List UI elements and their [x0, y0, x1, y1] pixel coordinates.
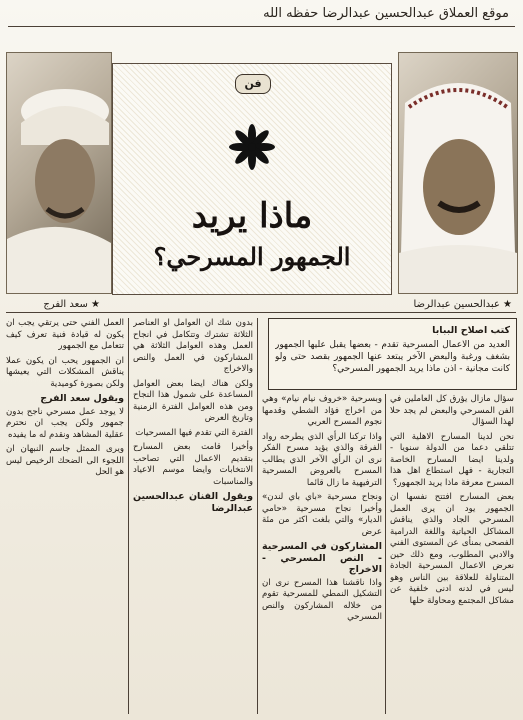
photo-abdulhussain-abdulredha	[398, 52, 518, 294]
paragraph: لا يوجد عمل مسرحي ناجح بدون جمهور ولكن يجب ان نحترم عقلية المشاهد ونقدم له ما يفيده	[6, 406, 124, 440]
site-header-line: موقع العملاق عبدالحسين عبدالرضا حفظه الله	[263, 6, 509, 21]
paragraph: سؤال مازال يؤرق كل العاملين في الفن المسرحي والبعض لم يجد حلا لهذا السؤال	[390, 394, 514, 427]
paragraph: واذا ناقشنا هذا المسرح نرى ان التشكيل النمطي للمسرحية تقوم من خلاله المشاركون والنص المسرحي	[262, 577, 382, 622]
article-title-block	[112, 63, 392, 295]
column-rule	[128, 318, 129, 714]
photo-separator-rule	[6, 312, 516, 313]
paragraph: وأخيرا قامت بعض المسارح بتقديم الاعمال التي تصاحب الانتخابات وايضا موسم الاعياد والمناسبات	[133, 442, 253, 487]
caption-left-text: سعد الفرج	[43, 299, 88, 310]
section-tag: فن	[235, 74, 271, 94]
paragraph: ونجاح مسرحية «باي باي لندن» وأخيرا نجاح مسرحية «حامي الديار» والتي بلغت اكثر من مئة عرض	[262, 492, 382, 537]
portrait-left-icon	[7, 53, 111, 293]
paragraph: وبسرحية «خروف نيام نيام» وهي من اخراج فؤاد الشطي وقدمها نجوم المسرح العربي	[262, 394, 382, 427]
intro-box	[268, 318, 517, 390]
column-left	[6, 318, 124, 714]
paragraph: ان الجمهور يحب ان يكون عملا يناقش المشكلات التي يعيشها ولكن بصورة كوميدية	[6, 355, 124, 389]
paragraph: ولكن هناك ايضا بعض العوامل المساعدة على شمول هذا النجاح ومن هذه العوامل الفترة الزمنية وتاريخ العرض	[133, 378, 253, 423]
header-rule	[8, 26, 515, 27]
caption-right: ★ عبدالحسين عبدالرضا	[413, 299, 512, 310]
column-middle	[262, 394, 382, 714]
paragraph: بدون شك ان العوامل او العناصر الثلاثة تشترك وتتكامل في انجاح العمل وهذه العوامل الثلاثة هي المشاركون في العمل والنص والاخراج	[133, 318, 253, 374]
paragraph: واذا تركنا الرأي الذي يطرحه رواد الفرقة والذي يؤيد مسرح الفكر نرى ان الرأي الآخر الذي يطالب المسرح بالعروض المسرحية الترفيهية ما زال قائما	[262, 431, 382, 488]
article-title: ماذا يريد	[191, 196, 313, 236]
subheading: ويقول سعد الفرج	[40, 393, 124, 404]
column-rule	[385, 394, 386, 714]
caption-right-text: عبدالحسين عبدالرضا	[413, 299, 500, 310]
caption-left: ★ سعد الفرج	[43, 299, 100, 310]
photo-saad-alfaraj	[6, 52, 112, 294]
article-subtitle: الجمهور المسرحي؟	[153, 242, 351, 271]
intro-box-title: كتب اصلاح الببابا	[432, 325, 510, 336]
star-burst-icon	[227, 122, 277, 172]
paragraph: نحن لدينا المسارح الاهلية التي تتلقى دعما من الدولة سنويا - ولدينا ايضا المسارح الخاصة التجارية - فهل استطاع اهل هذا المسرح معرفة ماذا يريد الجمهور؟	[390, 431, 514, 488]
column-right	[390, 394, 514, 714]
portrait-right-icon	[399, 53, 517, 293]
column-inner-left	[133, 318, 253, 714]
column-rule	[257, 318, 258, 714]
subheading: ويقول الفنان عبدالحسين عبدالرضا	[133, 491, 253, 514]
paragraph: بعض المسارح افتتح نفسها ان الجمهور يود ان يرى العمل المسرحي الجاد والذي يناقش المشاكل الحياتية واللغة الدرامية الفصحى بمنأى عن المستوى الفني والادبي المطلوب، ومع ذلك حين نعرض الاعمال المسرحية الجادة المتناولة للعلاقة بين الناس وهو ليس في لدنه ادنى خلفية عن مشاكل المجتمع ومحاولة حلها	[390, 492, 514, 606]
paragraph: ويرى الممثل جاسم النبهان ان اللجوء الى الضحك الرخيص ليس هو الحل	[6, 444, 124, 477]
intro-box-text: العديد من الاعمال المسرحية تقدم - بعضها يقبل عليها الجمهور بشغف ورغبة والبعض الآخر يبتعد عنها الجمهور بقصد حتى ولو كانت مجانية - اذن ماذا يريد الجمهور المسرحي؟	[275, 340, 510, 374]
paragraph: الفترة التي تقدم فيها المسرحيات	[135, 427, 253, 438]
subheading: المشاركون في المسرحية - النص المسرحي - الاخراج	[262, 541, 382, 575]
paragraph: العمل الفني حتى يرتقي يجب ان يكون له قيادة فنية تعرف كيف تتعامل مع الجمهور	[6, 318, 124, 351]
intro-box-content	[275, 323, 510, 385]
